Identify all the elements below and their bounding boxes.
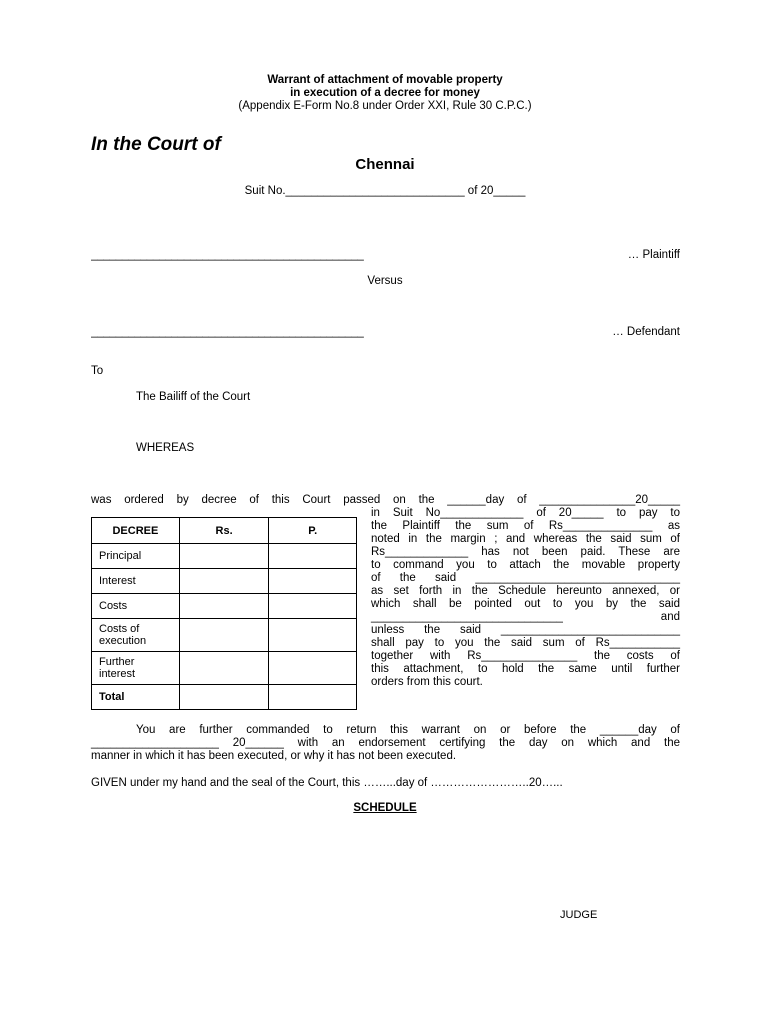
costs-of-execution-rs-cell[interactable]: [179, 619, 269, 652]
body-line: ______________________________ and: [371, 611, 680, 623]
schedule-heading: SCHEDULE: [353, 802, 417, 814]
bailiff-addressee: The Bailiff of the Court: [136, 391, 251, 403]
warrant-body-text: [371, 507, 680, 689]
costs-p-cell[interactable]: [269, 594, 357, 619]
principal-p-cell[interactable]: [269, 544, 357, 569]
total-rs-cell[interactable]: [179, 685, 269, 710]
interest-p-cell[interactable]: [269, 569, 357, 594]
body-line: shall pay to you the said sum of Rs___________: [371, 637, 680, 649]
suit-number-line: Suit No.____________________________ of 20_____: [244, 185, 526, 197]
body-line: which shall be pointed out to you by the said: [371, 598, 680, 610]
row-label-principal: Principal: [92, 544, 180, 569]
table-row: [92, 652, 357, 685]
interest-rs-cell[interactable]: [179, 569, 269, 594]
court-heading: In the Court of: [91, 134, 221, 155]
costs-of-execution-p-cell[interactable]: [269, 619, 357, 652]
header-rs: Rs.: [179, 518, 269, 544]
title-line-3: (Appendix E-Form No.8 under Order XXI, Rule 30 C.P.C.): [238, 100, 532, 112]
title-line-1: Warrant of attachment of movable property: [267, 74, 503, 86]
table-row: [92, 594, 357, 619]
judge-signature-label: JUDGE: [560, 909, 598, 921]
body-line: together with Rs_______________ the costs of: [371, 650, 680, 662]
table-row: [92, 569, 357, 594]
decree-table-header-row: [92, 518, 357, 544]
body-line: in Suit No_____________ of 20_____ to pay to: [371, 507, 680, 519]
row-label-total: Total: [92, 685, 180, 710]
row-label-costs-of-execution: Costs of execution: [92, 619, 180, 652]
body-line: unless the said ____________________________: [371, 624, 680, 636]
principal-rs-cell[interactable]: [179, 544, 269, 569]
body-line: to command you to attach the movable property: [371, 559, 680, 571]
title-block: [0, 74, 770, 113]
table-row: [92, 619, 357, 652]
further-interest-p-cell[interactable]: [269, 652, 357, 685]
further-interest-rs-cell[interactable]: [179, 652, 269, 685]
body-line: Rs_____________ has not been paid. These are: [371, 546, 680, 558]
paragraph-line: You are further commanded to return this warrant on or before the ______day of: [136, 724, 680, 736]
body-line: noted in the margin ; and whereas the said sum of: [371, 533, 680, 545]
paragraph-line: manner in which it has been executed, or why it has not been executed.: [91, 750, 457, 762]
body-line: the Plaintiff the sum of Rs______________ as: [371, 520, 680, 532]
body-line: as set forth in the Schedule hereunto annexed, or: [371, 585, 680, 597]
table-row: [92, 685, 357, 710]
row-label-interest: Interest: [92, 569, 180, 594]
return-warrant-paragraph: [91, 724, 680, 763]
title-line-2: in execution of a decree for money: [290, 87, 480, 99]
court-city: Chennai: [355, 156, 415, 173]
whereas-label: WHEREAS: [136, 442, 195, 454]
body-line: of the said ________________________________: [371, 572, 680, 584]
row-label-further-interest: Further interest: [92, 652, 180, 685]
decree-table: [91, 517, 357, 710]
given-under-seal-line: GIVEN under my hand and the seal of the Court, this ……...day of ……………………..20…...: [91, 777, 563, 789]
versus-label: Versus: [367, 275, 403, 287]
header-decree: DECREE: [92, 518, 180, 544]
total-p-cell[interactable]: [269, 685, 357, 710]
row-label-costs: Costs: [92, 594, 180, 619]
to-label: To: [91, 365, 104, 377]
body-line: orders from this court.: [371, 676, 483, 688]
body-line: this attachment, to hold the same until further: [371, 663, 680, 675]
costs-rs-cell[interactable]: [179, 594, 269, 619]
paragraph-line: ____________________ 20______ with an endorsement certifying the day on which and the: [91, 737, 680, 749]
table-row: [92, 544, 357, 569]
plaintiff-label: … Plaintiff: [627, 249, 680, 261]
header-p: P.: [269, 518, 357, 544]
defendant-name-blank: ____________________________________________: [91, 326, 364, 338]
defendant-label: … Defendant: [612, 326, 680, 338]
decree-date-line: was ordered by decree of this Court passed on the ______day of _______________20_____: [91, 494, 680, 506]
plaintiff-name-blank: ____________________________________________: [91, 249, 364, 261]
